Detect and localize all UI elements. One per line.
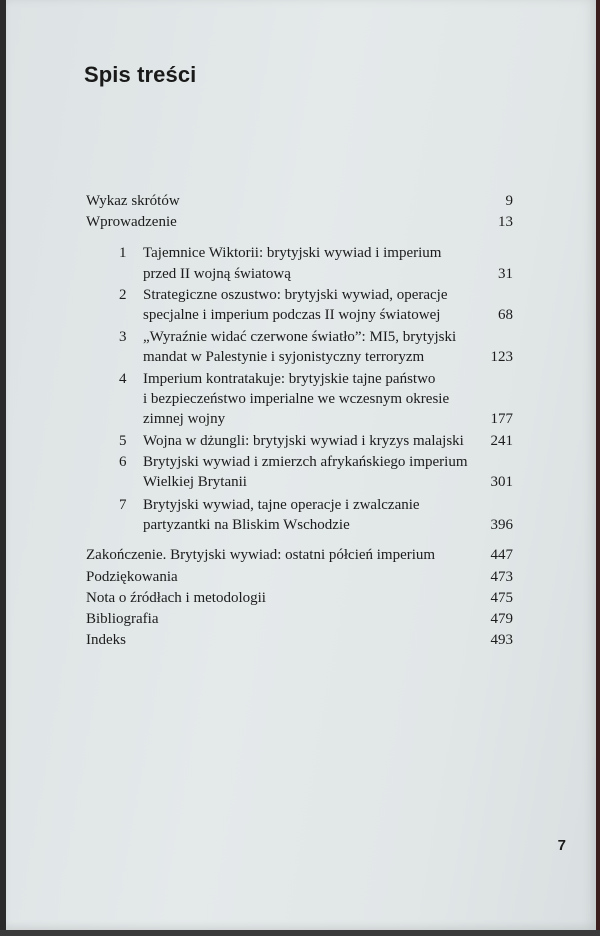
chapter-title-line: Wielkiej Brytanii	[143, 474, 247, 490]
book-edge	[596, 0, 600, 936]
chapter-title-line: przed II wojną światową	[143, 266, 291, 282]
toc-entry-label: Wykaz skrótów	[86, 193, 180, 209]
toc-entry-page: 123	[490, 349, 513, 365]
chapter-number: 4	[119, 371, 127, 387]
toc-entry-page: 447	[490, 547, 513, 563]
chapter-title-line: zimnej wojny	[143, 411, 226, 427]
book-bottom-edge	[0, 930, 600, 936]
toc-entry-page: 301	[490, 474, 513, 490]
page-title: Spis treści	[84, 62, 197, 87]
toc-entry-page: 9	[505, 193, 513, 209]
chapter-title-line: partyzantki na Bliskim Wschodzie	[143, 517, 350, 533]
chapter-number: 6	[119, 454, 127, 470]
chapter-number: 2	[119, 287, 127, 303]
chapter-title-line: Brytyjski wywiad i zmierzch afrykańskiego imperium	[143, 454, 468, 470]
chapter-number: 3	[119, 329, 127, 345]
toc-entry-label: Nota o źródłach i metodologii	[86, 590, 266, 606]
toc-entry-page: 493	[490, 632, 513, 648]
toc-entry-label: Bibliografia	[86, 611, 159, 627]
chapter-number: 5	[119, 433, 127, 449]
chapter-number: 1	[119, 245, 127, 261]
chapter-title-line: i bezpieczeństwo imperialne we wczesnym okresie	[143, 391, 450, 407]
toc-entry-page: 479	[490, 611, 513, 627]
toc-entry-page: 241	[490, 433, 513, 449]
toc-entry-page: 177	[490, 411, 513, 427]
toc-entry-page: 31	[498, 266, 513, 282]
chapter-title-line: specjalne i imperium podczas II wojny światowej	[143, 307, 441, 323]
chapter-title-line: Tajemnice Wiktorii: brytyjski wywiad i imperium	[143, 245, 442, 261]
chapter-title-line: mandat w Palestynie i syjonistyczny terroryzm	[143, 349, 425, 365]
toc-entry-page: 13	[498, 214, 513, 230]
chapter-title-line: Wojna w dżungli: brytyjski wywiad i kryzys malajski	[143, 433, 464, 449]
toc-entry-page: 473	[490, 569, 513, 585]
page-folio-number: 7	[557, 837, 566, 854]
toc-entry-page: 396	[490, 517, 513, 533]
book-page	[6, 0, 596, 930]
chapter-number: 7	[119, 497, 127, 513]
chapter-title-line: Imperium kontratakuje: brytyjskie tajne państwo	[143, 371, 436, 387]
chapter-title-line: Brytyjski wywiad, tajne operacje i zwalczanie	[143, 497, 420, 513]
chapter-title-line: „Wyraźnie widać czerwone światło”: MI5, brytyjski	[143, 329, 457, 345]
toc-entry-label: Podziękowania	[86, 569, 178, 585]
toc-entry-label: Zakończenie. Brytyjski wywiad: ostatni półcień imperium	[86, 547, 436, 563]
chapter-title-line: Strategiczne oszustwo: brytyjski wywiad, operacje	[143, 287, 448, 303]
toc-entry-page: 475	[490, 590, 513, 606]
toc-entry-label: Indeks	[86, 632, 126, 648]
toc-entry-label: Wprowadzenie	[86, 214, 177, 230]
toc-entry-page: 68	[498, 307, 513, 323]
